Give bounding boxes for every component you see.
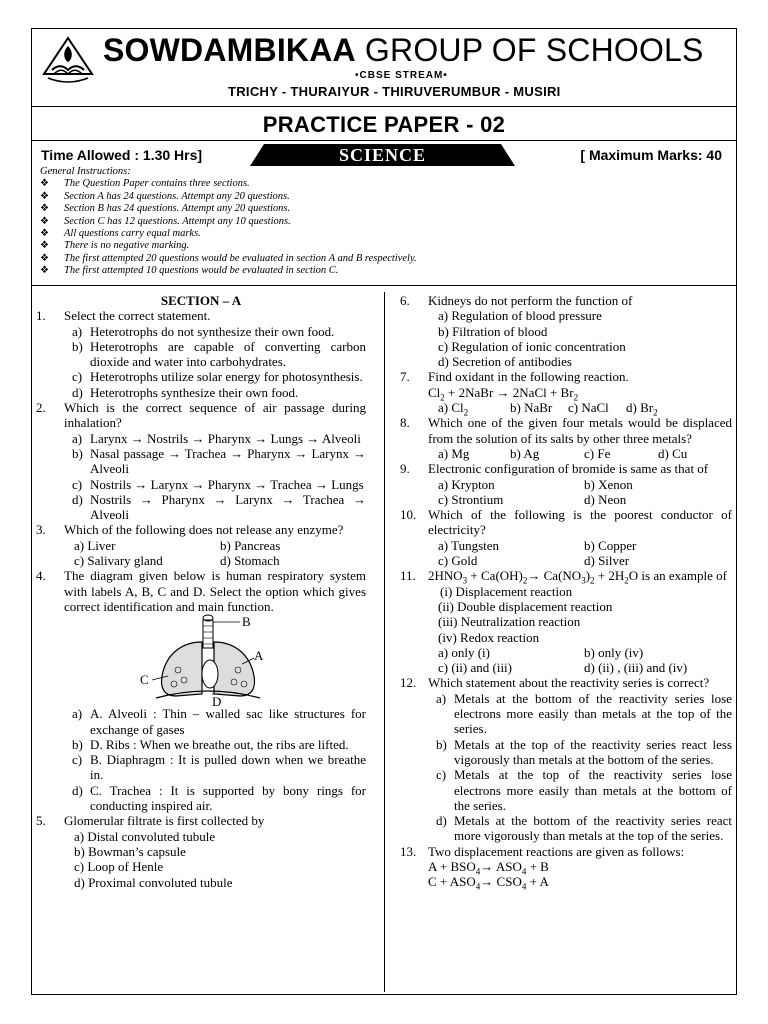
option: d) Heterotrophs synthesize their own food. bbox=[72, 384, 299, 400]
option-row: a) Krypton b) Xenon bbox=[438, 476, 633, 492]
option: a) Distal convoluted tubule bbox=[74, 828, 216, 844]
option-row: a) Mg b) Ag c) Fe d) Cu bbox=[438, 445, 688, 461]
option: d) Secretion of antibodies bbox=[438, 354, 572, 370]
option-row: c) Strontium d) Neon bbox=[438, 491, 627, 507]
branches: TRICHY - THURAIYUR - THIRUVERUMBUR - MUSIRI bbox=[228, 84, 561, 99]
question-4: 4. The diagram given below is human respiratory system with labels A, B, C and D. Select the option which gives correct identification and main function. bbox=[36, 568, 366, 614]
general-instructions bbox=[40, 166, 730, 278]
option-row: a) only (i) b) only (iv) bbox=[438, 644, 644, 660]
option: a) Metals at the bottom of the reactivity series lose electrons more easily than metals at the top of the series. bbox=[436, 690, 732, 737]
option-row: a) Tungsten b) Copper bbox=[438, 537, 637, 553]
statement: (ii) Double displacement reaction bbox=[438, 598, 613, 614]
instruction-item: ❖ Section A has 24 questions. Attempt any 20 questions. bbox=[40, 190, 290, 202]
reaction-equation: $C + ASO_4\to CSO_4 + A$ bbox=[428, 874, 549, 892]
question-12: 12. Which statement about the reactivity series is correct? bbox=[400, 675, 710, 691]
option: c) Metals at the top of the reactivity series lose electrons more easily than metals at the bottom of the series. bbox=[436, 767, 732, 813]
paper-title: PRACTICE PAPER - 02 bbox=[262, 112, 506, 137]
label-A: A bbox=[254, 648, 264, 664]
reaction-equation: $A + BSO_4\to ASO_4 + B$ bbox=[428, 858, 549, 877]
question-13: 13. Two displacement reactions are given as follows: bbox=[400, 843, 685, 859]
option: d) Metals at the bottom of the reactivity series react more vigorously than metals at the top of the series. bbox=[436, 813, 732, 844]
option-row: c) Salivary gland d) Stomach bbox=[74, 553, 280, 569]
statement: (i) Displacement reaction bbox=[440, 583, 573, 599]
option: b) Metals at the top of the reactivity series react less vigorously than metals at the bottom of the series. bbox=[436, 736, 732, 767]
option: c) Heterotrophs utilize solar energy for photosynthesis. bbox=[72, 369, 363, 385]
option-row: a) $Cl_2$ b) NaBr c) NaCl d) $Br_2$ bbox=[438, 400, 658, 418]
option: c) Regulation of ionic concentration bbox=[438, 338, 626, 354]
question-10: 10. Which of the following is the poorest conductor of electricity? bbox=[400, 507, 732, 538]
subject-label: SCIENCE bbox=[338, 145, 427, 165]
option: d) Proximal convoluted tubule bbox=[74, 874, 233, 890]
instruction-item: ❖ There is no negative marking. bbox=[40, 240, 190, 252]
stream-label: •CBSE STREAM• bbox=[355, 70, 448, 81]
option-row: a) Liver b) Pancreas bbox=[74, 537, 281, 553]
right-column bbox=[400, 293, 732, 890]
reaction-equation: $Cl_2$ + 2NaBr → 2NaCl + $Br_2$ bbox=[428, 384, 579, 403]
question-6: 6. Kidneys do not perform the function of bbox=[400, 293, 633, 308]
column-divider bbox=[384, 292, 385, 992]
question-11: 11. $2HNO_3 + Ca(OH)_2\to Ca(NO_3)_2 + 2H_2O$ is an example of bbox=[400, 568, 727, 586]
statement: (iii) Neutralization reaction bbox=[438, 614, 581, 630]
label-D: D bbox=[212, 694, 222, 707]
option: c) B. Diaphragm : It is pulled down when we breathe in. bbox=[72, 752, 366, 783]
divider bbox=[31, 140, 737, 141]
label-B: B bbox=[242, 614, 251, 630]
option: a) A. Alveoli : Thin – walled sac like structures for exchange of gases bbox=[72, 706, 366, 737]
option: b) Filtration of blood bbox=[438, 323, 548, 339]
instruction-item: ❖ The first attempted 20 questions would be evaluated in section A and B respectively. bbox=[40, 252, 417, 264]
reaction-equation: $2HNO_3 + Ca(OH)_2\to Ca(NO_3)_2 + 2H_2O$ bbox=[428, 568, 642, 586]
instruction-item: ❖ The Question Paper contains three sections. bbox=[40, 178, 250, 190]
option: b) Bowman’s capsule bbox=[74, 843, 186, 859]
question-2: 2. Which is the correct sequence of air passage during inhalation? bbox=[36, 400, 366, 431]
time-allowed: Time Allowed : 1.30 Hrs] bbox=[41, 147, 203, 163]
divider bbox=[31, 285, 737, 286]
respiratory-system-diagram bbox=[122, 614, 322, 706]
school-logo bbox=[40, 36, 96, 86]
question-3: 3. Which of the following does not release any enzyme? bbox=[36, 522, 344, 538]
divider bbox=[31, 106, 737, 107]
option: d) C. Trachea : It is supported by bony rings for conducting inspired air. bbox=[72, 782, 366, 814]
option: a) Larynx → Nostrils → Pharynx → Lungs → Alveoli bbox=[72, 430, 361, 446]
option: c) Nostrils → Larynx → Pharynx → Trachea → Lungs bbox=[72, 476, 364, 492]
instruction-item: ❖ Section C has 12 questions. Attempt any 10 questions. bbox=[40, 215, 291, 227]
question-5: 5. Glomerular filtrate is first collected by bbox=[36, 813, 265, 829]
option: c) Loop of Henle bbox=[74, 859, 164, 875]
instruction-item: ❖ The first attempted 10 questions would be evaluated in section C. bbox=[40, 265, 339, 277]
question-9: 9. Electronic configuration of bromide is same as that of bbox=[400, 461, 709, 477]
option-row: c) Gold d) Silver bbox=[438, 553, 630, 569]
option: d) Nostrils → Pharynx → Larynx → Trachea → Alveoli bbox=[72, 491, 366, 523]
instruction-item: ❖ All questions carry equal marks. bbox=[40, 228, 201, 240]
option-row: c) (ii) and (iii) d) (ii) , (iii) and (iv) bbox=[438, 660, 688, 676]
school-name: SOWDAMBIKAA GROUP OF SCHOOLS bbox=[103, 32, 704, 68]
maximum-marks: [ Maximum Marks: 40 bbox=[580, 147, 722, 163]
label-C: C bbox=[140, 672, 149, 688]
question-7: 7. Find oxidant in the following reaction. bbox=[400, 369, 629, 385]
option: a) Regulation of blood pressure bbox=[438, 308, 602, 324]
instruction-item: ❖ Section B has 24 questions. Attempt any 20 questions. bbox=[40, 203, 291, 215]
statement: (iv) Redox reaction bbox=[438, 629, 540, 645]
question-1: 1. Select the correct statement. bbox=[36, 308, 211, 324]
question-8: 8. Which one of the given four metals would be displaced from the solution of its salts by other three metals? bbox=[400, 415, 732, 446]
option: b) D. Ribs : When we breathe out, the ribs are lifted. bbox=[72, 736, 349, 752]
option: b) Nasal passage → Trachea → Pharynx → Larynx → Alveoli bbox=[72, 445, 366, 477]
section-heading: SECTION – A bbox=[160, 293, 242, 308]
option: b) Heterotrophs are capable of converting carbon dioxide and water into carbohydrates. bbox=[72, 338, 366, 370]
option: a) Heterotrophs do not synthesize their own food. bbox=[72, 323, 335, 339]
instructions-title: General Instructions: bbox=[40, 166, 131, 177]
left-column bbox=[36, 293, 366, 890]
